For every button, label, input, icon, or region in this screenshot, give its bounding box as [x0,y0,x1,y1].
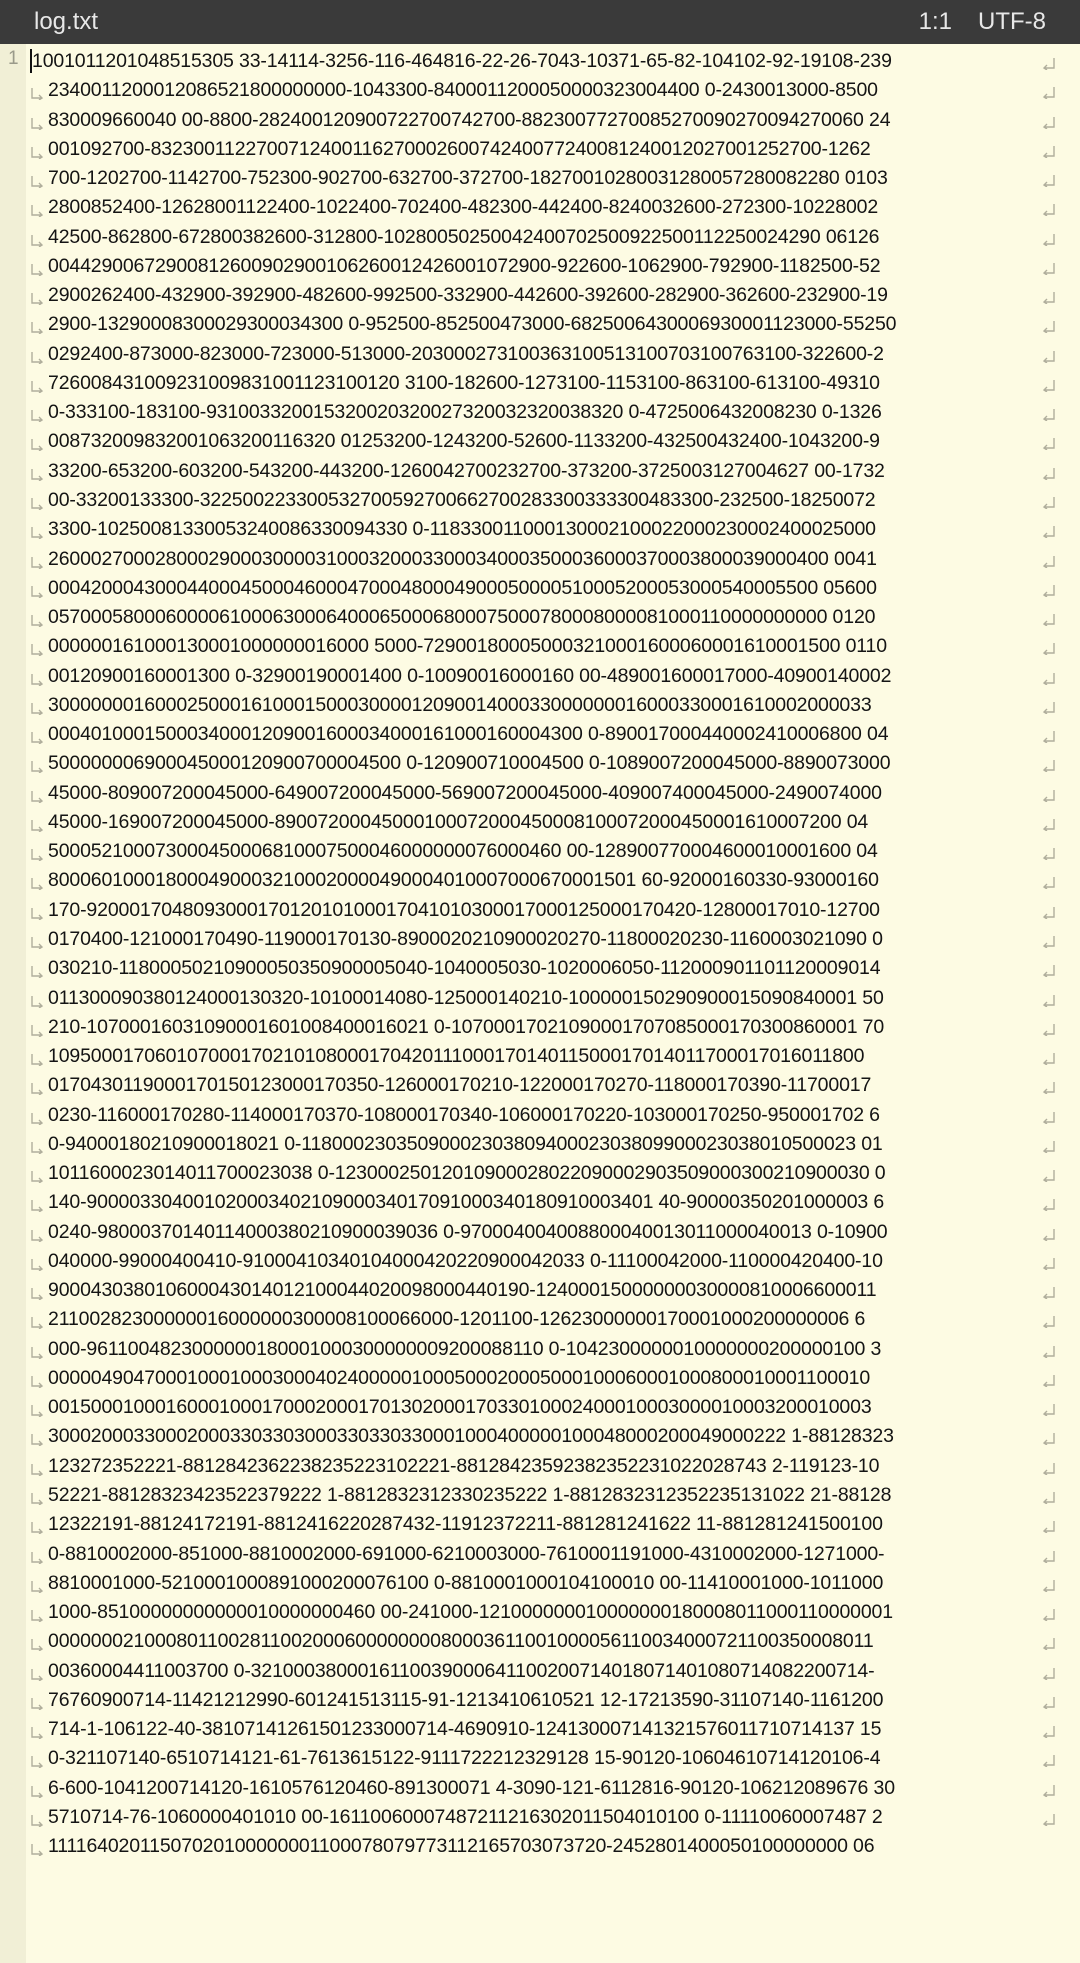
wrap-arrow-icon [1042,583,1056,597]
wrap-arrow-icon [1042,1607,1056,1621]
wrap-continue-icon [30,642,44,656]
wrap-continue-icon [30,496,44,510]
wrap-continue-icon [30,1403,44,1417]
wrap-arrow-icon [1042,407,1056,421]
wrap-arrow-icon [1042,788,1056,802]
line-text: 76760900714-11421212990-601241513115-91-1213410610521 12-17213590-31107140-1161200 [48,1688,884,1711]
wrap-arrow-icon [1042,1578,1056,1592]
line-text: 210-10700016031090001601008400016021 0-10700017021090001707085000170300860001 70 [48,1015,885,1038]
wrapped-text-line [30,135,1060,164]
line-text: 1011600023014011700023038 0-12300025012010900028022090002903509000300210900030 0 [48,1162,886,1185]
wrap-arrow-icon [1042,466,1056,480]
wrap-arrow-icon [1042,554,1056,568]
wrap-continue-icon [30,1725,44,1739]
wrap-continue-icon [30,1315,44,1329]
line-text: 0-333100-183100-931003320015320020320027320032320038320 0-4725006432008230 0-1326 [48,401,882,424]
wrap-continue-icon [30,291,44,305]
wrap-continue-icon [30,876,44,890]
line-text: 10950001706010700017021010800017042011100017014011500017014011700017016011800 [48,1045,865,1068]
wrap-continue-icon [30,86,44,100]
wrap-continue-icon [30,1198,44,1212]
wrapped-text-line [30,1218,1060,1247]
line-text: 1001011201048515305 33-14114-3256-116-464816-22-26-7043-10371-65-82-104102-92-19108-239 [32,50,892,72]
line-text: 170-920001704809300017012010100017041010300017000125000170420-12800017010-12700 [48,898,880,921]
wrap-arrow-icon [1042,436,1056,450]
line-text: 2800852400-12628001122400-1022400-702400-482300-442400-8240032600-272300-10228002 [48,196,879,219]
line-text: 12322191-88124172191-8812416220287432-11912372211-881281241622 11-881281241500100 [48,1513,883,1536]
wrap-arrow-icon [1042,319,1056,333]
wrap-continue-icon [30,145,44,159]
text-cursor [30,49,32,73]
wrapped-text-line [30,486,1060,515]
wrapped-text-line [30,1452,1060,1481]
line-text: 000000021000801100281100200060000000080003611001000056110034000721100350008011 [48,1630,874,1653]
wrap-arrow-icon [1042,671,1056,685]
line-text: 300020003300020003303303000330330330001000400000100048000200049000222 1-88128323 [48,1425,894,1448]
wrapped-text-line [30,252,1060,281]
wrap-arrow-icon [1042,144,1056,158]
line-text: 900043038010600043014012100044020098000440190-12400015000000030000810006600011 [48,1279,877,1302]
line-text: 000-9611004823000000180001000300000009200088110 0-1042300000010000000200000100 3 [48,1337,882,1360]
wrap-continue-icon [30,1813,44,1827]
wrapped-text-line [30,632,1060,661]
wrapped-text-line [30,1276,1060,1305]
wrapped-text-line [30,193,1060,222]
wrap-continue-icon [30,467,44,481]
line-number-gutter [0,44,26,1963]
wrap-continue-icon [30,1081,44,1095]
wrap-arrow-icon [1042,173,1056,187]
line-text: 008732009832001063200116320 01253200-1243200-52600-1133200-432500432400-1043200-9 [48,430,880,453]
wrapped-text-line [30,808,1060,837]
wrap-arrow-icon [1042,524,1056,538]
wrap-continue-icon [30,379,44,393]
line-text: 0170400-121000170490-119000170130-8900020210900020270-11800020230-1160003021090 0 [48,927,883,950]
wrap-arrow-icon [1042,290,1056,304]
line-text: 21100282300000016000000300008100066000-1201100-12623000000170001000200000006 6 [48,1308,866,1331]
wrapped-text-line [30,1657,1060,1686]
wrapped-text-line [30,1071,1060,1100]
wrapped-text-line [30,1013,1060,1042]
wrap-continue-icon [30,701,44,715]
wrap-arrow-icon [1042,1373,1056,1387]
line-text: 6-600-1041200714120-1610576120460-891300071 4-3090-121-6112816-90120-106212089676 30 [48,1776,895,1799]
wrap-arrow-icon [1042,993,1056,1007]
line-text: 33200-653200-603200-543200-443200-1260042700232700-373200-3725003127004627 00-1732 [48,459,885,482]
wrapped-text-line [30,369,1060,398]
line-text: 00-33200133300-322500223300532700592700662700283300333300483300-232500-18250072 [48,488,876,511]
line-text: 726008431009231009831001123100120 3100-182600-1273100-1153100-863100-613100-49310 [48,371,880,394]
wrapped-text-line [30,691,1060,720]
wrapped-text-line [30,1803,1060,1832]
wrap-continue-icon [30,555,44,569]
line-text: 45000-169007200045000-89007200045000100072000450008100072000450001610007200 04 [48,810,869,833]
wrapped-text-line [30,515,1060,544]
line-text: 2900-13290008300029300034300 0-952500-852500473000-6825006430006930001123000-55250 [48,313,897,336]
line-text: 00442900672900812600902900106260012426001072900-922600-1062900-792900-1182500-52 [48,254,881,277]
wrapped-text-line [30,1335,1060,1364]
wrap-arrow-icon [1042,1314,1056,1328]
wrap-continue-icon [30,320,44,334]
wrap-continue-icon [30,350,44,364]
wrapped-text-line [30,47,1060,76]
wrap-arrow-icon [1042,261,1056,275]
wrap-arrow-icon [1042,875,1056,889]
wrapped-text-line [30,837,1060,866]
wrap-arrow-icon [1042,1519,1056,1533]
wrapped-text-line [30,1101,1060,1130]
wrapped-text-line [30,76,1060,105]
wrap-continue-icon [30,525,44,539]
wrap-continue-icon [30,1579,44,1593]
line-number: 1 [8,48,19,69]
wrapped-text-line [30,779,1060,808]
wrapped-text-line [30,457,1060,486]
line-text: 00120900160001300 0-32900190001400 0-10090016000160 00-489001600017000-40900140002 [48,664,892,687]
line-text: 5710714-76-1060000401010 00-16110060007487211216302011504010100 0-11110060007487 2 [48,1805,883,1828]
wrapped-text-line [30,1130,1060,1159]
wrap-arrow-icon [1042,115,1056,129]
wrap-arrow-icon [1042,1197,1056,1211]
wrap-arrow-icon [1042,1168,1056,1182]
wrap-continue-icon [30,116,44,130]
line-text: 0240-98000370140114000380210900039036 0-970004004008800040013011000040013 0-10900 [48,1220,888,1243]
line-text: 0230-116000170280-114000170370-108000170340-106000170220-103000170250-950001702 6 [48,1103,880,1126]
wrap-continue-icon [30,1491,44,1505]
wrap-continue-icon [30,1667,44,1681]
wrap-arrow-icon [1042,1812,1056,1826]
wrapped-text-line [30,1686,1060,1715]
wrapped-text-line [30,749,1060,778]
wrap-continue-icon [30,1637,44,1651]
line-text: 00150001000160001000170002000170130200017033010002400010003000010003200010003 [48,1396,872,1419]
wrapped-text-line [30,1364,1060,1393]
wrap-arrow-icon [1042,934,1056,948]
wrapped-text-line [30,984,1060,1013]
wrap-continue-icon [30,1432,44,1446]
wrap-continue-icon [30,672,44,686]
text-editor[interactable] [0,44,1080,1963]
wrap-continue-icon [30,203,44,217]
wrapped-text-line [30,1042,1060,1071]
wrapped-text-line [30,1422,1060,1451]
wrap-arrow-icon [1042,1666,1056,1680]
wrap-arrow-icon [1042,1724,1056,1738]
text-content[interactable] [30,47,1060,1861]
wrap-continue-icon [30,1696,44,1710]
line-text: 3300-10250081330053240086330094330 0-118330011000130002100022000230002400025000 [48,518,876,541]
wrap-arrow-icon [1042,846,1056,860]
wrap-arrow-icon [1042,1549,1056,1563]
wrapped-text-line [30,866,1060,895]
line-text: 140-90000330400102000340210900034017091000340180910003401 40-90000350201000003 6 [48,1191,885,1214]
wrap-arrow-icon [1042,495,1056,509]
wrapped-text-line [30,545,1060,574]
wrap-arrow-icon [1042,1402,1056,1416]
line-text: 123272352221-8812842362238235223102221-88128423592382352231022028743 2-119123-10 [48,1454,880,1477]
wrapped-text-line [30,310,1060,339]
line-text: 714-1-106122-40-38107141261501233000714-4690910-124130007141321576011710714137 15 [48,1718,882,1741]
wrap-arrow-icon [1042,1080,1056,1094]
wrapped-text-line [30,1305,1060,1334]
wrapped-text-line [30,281,1060,310]
encoding-label[interactable]: UTF-8 [978,8,1046,35]
wrap-arrow-icon [1042,817,1056,831]
wrap-arrow-icon [1042,1695,1056,1709]
wrap-continue-icon [30,1052,44,1066]
wrap-arrow-icon [1042,202,1056,216]
wrap-continue-icon [30,1228,44,1242]
wrap-arrow-icon [1042,1285,1056,1299]
wrapped-text-line [30,1540,1060,1569]
wrap-continue-icon [30,437,44,451]
wrap-continue-icon [30,935,44,949]
title-bar [0,0,1080,44]
wrap-arrow-icon [1042,1344,1056,1358]
wrap-arrow-icon [1042,1110,1056,1124]
wrap-arrow-icon [1042,56,1056,70]
wrap-continue-icon [30,1286,44,1300]
line-text: 011300090380124000130320-10100014080-125000140210-100000150290900015090840001 50 [48,986,884,1009]
wrap-arrow-icon [1042,963,1056,977]
line-text: 040000-99000400410-91000410340104000420220900042033 0-11100042000-110000420400-10 [48,1249,883,1272]
wrap-continue-icon [30,789,44,803]
wrapped-text-line [30,1569,1060,1598]
wrap-continue-icon [30,584,44,598]
wrap-continue-icon [30,613,44,627]
line-text: 001092700-832300112270071240011627000260074240077240081240012027001252700-1262 [48,137,871,160]
wrap-arrow-icon [1042,700,1056,714]
wrap-continue-icon [30,1140,44,1154]
wrap-continue-icon [30,1754,44,1768]
wrap-arrow-icon [1042,85,1056,99]
wrapped-text-line [30,1832,1060,1861]
wrap-arrow-icon [1042,349,1056,363]
wrap-arrow-icon [1042,1051,1056,1065]
line-text: 030210-11800050210900050350900005040-1040005030-1020006050-112000901101120009014 [48,957,881,980]
cursor-position[interactable]: 1:1 [918,8,952,35]
wrapped-text-line [30,1159,1060,1188]
wrap-continue-icon [30,1374,44,1388]
line-text: 0292400-873000-823000-723000-513000-203000273100363100513100703100763100-322600-2 [48,342,884,365]
line-text: 0-321107140-6510714121-61-7613615122-9111722212329128 15-90120-10604610714120106-4 [48,1747,881,1770]
wrapped-text-line [30,1715,1060,1744]
wrap-arrow-icon [1042,612,1056,626]
line-text: 8000601000180004900032100020000490004010007000670001501 60-92000160330-93000160 [48,869,879,892]
wrap-arrow-icon [1042,758,1056,772]
wrap-arrow-icon [1042,1636,1056,1650]
wrapped-text-line [30,340,1060,369]
wrap-continue-icon [30,1462,44,1476]
wrapped-text-line [30,1481,1060,1510]
line-text: 0170430119000170150123000170350-126000170210-122000170270-118000170390-11700017 [48,1074,872,1097]
wrap-continue-icon [30,1608,44,1622]
line-text: 42500-862800-672800382600-312800-10280050250042400702500922500112250024290 06126 [48,225,880,248]
wrap-arrow-icon [1042,729,1056,743]
wrapped-text-line [30,223,1060,252]
wrap-continue-icon [30,1345,44,1359]
wrap-arrow-icon [1042,378,1056,392]
wrapped-text-line [30,720,1060,749]
line-text: 00360004411003700 0-3210003800016110039000641100200714018071401080714082200714- [48,1659,875,1682]
wrapped-text-line [30,574,1060,603]
wrap-arrow-icon [1042,1256,1056,1270]
wrap-continue-icon [30,847,44,861]
wrap-continue-icon [30,964,44,978]
wrap-continue-icon [30,1257,44,1271]
wrap-continue-icon [30,994,44,1008]
line-text: 45000-809007200045000-649007200045000-569007200045000-409007400045000-2490074000 [48,781,882,804]
wrap-arrow-icon [1042,1022,1056,1036]
wrap-continue-icon [30,1111,44,1125]
wrap-continue-icon [30,1520,44,1534]
wrap-arrow-icon [1042,1753,1056,1767]
wrapped-text-line [30,1188,1060,1217]
line-text: 830009660040 00-8800-282400120900722700742700-88230077270085270090270094270060 24 [48,108,891,131]
wrap-continue-icon [30,408,44,422]
wrapped-text-line [30,662,1060,691]
wrap-arrow-icon [1042,1490,1056,1504]
line-text: 2900262400-432900-392900-482600-992500-332900-442600-392600-282900-362600-232900-19 [48,284,888,307]
wrap-arrow-icon [1042,1431,1056,1445]
line-text: 700-1202700-1142700-752300-902700-632700-372700-18270010280031280057280082280 0103 [48,167,888,190]
wrap-continue-icon [30,1169,44,1183]
wrap-continue-icon [30,759,44,773]
wrapped-text-line [30,603,1060,632]
wrap-continue-icon [30,262,44,276]
line-text: 52221-88128323423522379222 1-8812832312330235222 1-8812832312352235131022 21-88128 [48,1484,892,1507]
line-text: 30000000160002500016100015000300001209001400033000000016000330001610002000033 [48,693,872,716]
line-text: 0-94000180210900018021 0-1180002303509000230380940002303809900023038010500023 01 [48,1132,883,1155]
wrap-continue-icon [30,1023,44,1037]
line-text: 500052100073000450006810007500046000000076000460 00-128900770004600010001600 04 [48,840,878,863]
wrapped-text-line [30,1598,1060,1627]
file-name[interactable]: log.txt [34,8,99,35]
line-text: 00000490470001000100030004024000001000500020005000100060001000800010001100010 [48,1366,871,1389]
line-text: 2340011200012086521800000000-1043300-8400011200050000323004400 0-2430013000-8500 [48,79,878,102]
wrap-arrow-icon [1042,1461,1056,1475]
wrap-continue-icon [30,1784,44,1798]
line-text: 11116402011507020100000001100078079773112165703073720-2452801400050100000000 06 [48,1835,875,1858]
wrap-arrow-icon [1042,232,1056,246]
wrap-continue-icon [30,730,44,744]
wrapped-text-line [30,106,1060,135]
line-text: 1000-85100000000000010000000460 00-241000-121000000010000000180008011000110000001 [48,1601,893,1624]
wrap-continue-icon [30,818,44,832]
wrapped-text-line [30,896,1060,925]
wrap-continue-icon [30,233,44,247]
wrap-arrow-icon [1042,641,1056,655]
line-text: 00040100015000340001209001600034000161000160004300 0-890017000440002410006800 04 [48,723,889,746]
wrap-arrow-icon [1042,905,1056,919]
wrap-arrow-icon [1042,1139,1056,1153]
line-text: 000000161000130001000000016000 5000-729001800050003210001600060001610001500 0110 [48,635,887,658]
wrapped-text-line [30,1393,1060,1422]
wrapped-text-line [30,398,1060,427]
wrapped-text-line [30,1744,1060,1773]
wrap-continue-icon [30,174,44,188]
wrap-continue-icon [30,1550,44,1564]
wrapped-text-line [30,1627,1060,1656]
line-text: 2600027000280002900030000310003200033000340003500036000370003800039000400 0041 [48,547,877,570]
line-text: 8810001000-5210001000891000200076100 0-8810001000104100010 00-11410001000-1011000 [48,1571,884,1594]
line-text: 0570005800060000610006300064000650006800075000780008000081000110000000000 0120 [48,606,876,629]
line-text: 500000006900045000120900700004500 0-120900710004500 0-1089007200045000-8890073000 [48,752,891,775]
wrapped-text-line [30,427,1060,456]
line-text: 000420004300044000450004600047000480004900050000510005200053000540005500 05600 [48,576,877,599]
wrapped-text-line [30,1247,1060,1276]
wrapped-text-line [30,164,1060,193]
wrap-continue-icon [30,906,44,920]
wrap-arrow-icon [1042,1227,1056,1241]
wrapped-text-line [30,925,1060,954]
wrapped-text-line [30,954,1060,983]
wrap-continue-icon [30,1842,44,1856]
wrapped-text-line [30,1774,1060,1803]
line-text: 0-8810002000-851000-8810002000-691000-6210003000-7610001191000-4310002000-1271000- [48,1542,885,1565]
wrapped-text-line [30,1510,1060,1539]
wrap-arrow-icon [1042,1783,1056,1797]
